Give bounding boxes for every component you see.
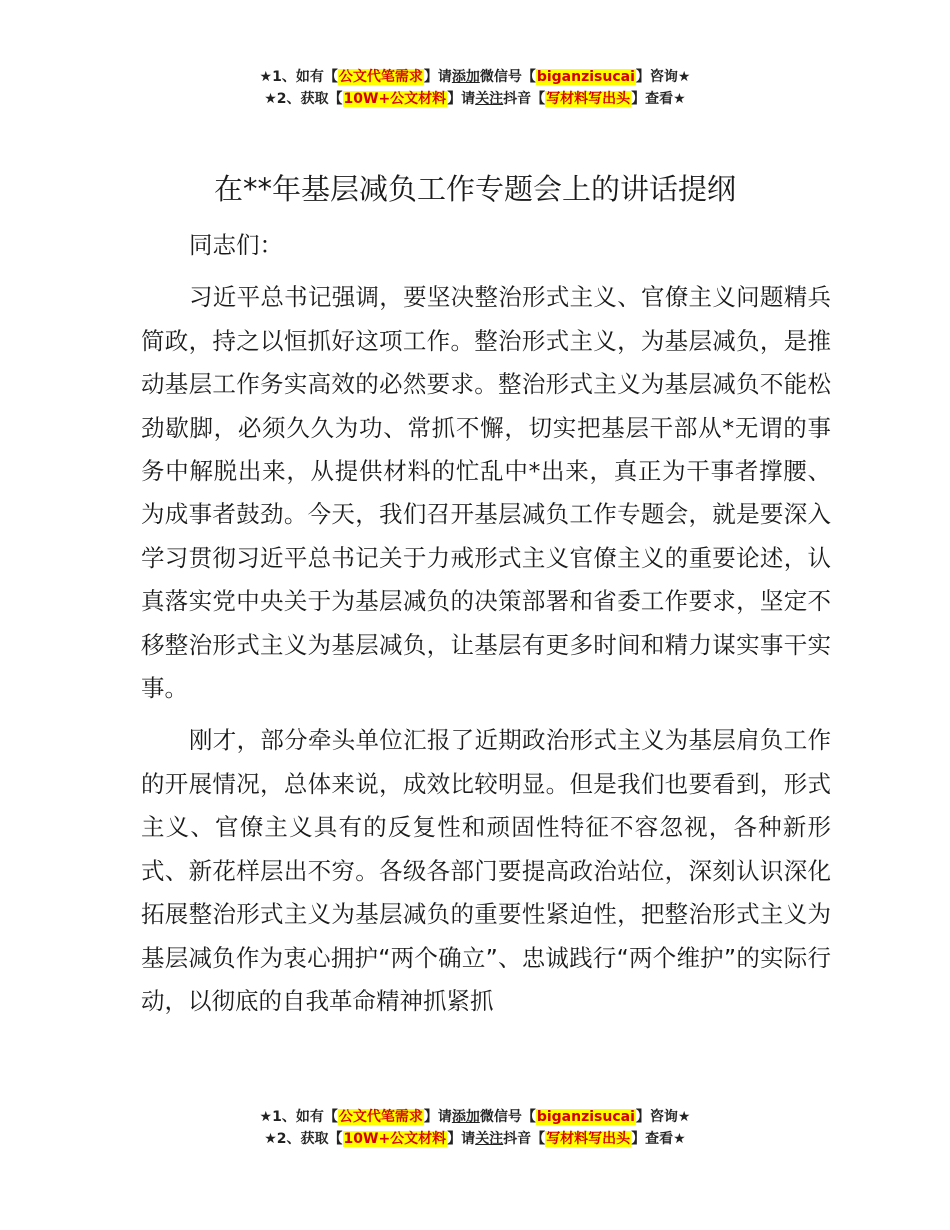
banner-underlined-text: 添加 (451, 1109, 480, 1125)
banner-text: 】请 (447, 1131, 476, 1147)
paragraph: 习近平总书记强调，要坚决整治形式主义、官僚主义问题精兵简政，持之以恒抓好这项工作。整治形式主义，为基层减负，是推动基层工作务实高效的必然要求。整治形式主义为基层减负不能松劲歇脚，必须久久为功、常抓不懈，切实把基层干部从*无谓的事务中解脱出来，从提供材料的忙乱中*出来，真正为干事者撑腰、为成事者鼓劲。今天，我们召开基层减负工作专题会，就是要深入学习贯彻习近平总书记关于力戒形式主义官僚主义的重要论述，认真落实党中央关于为基层减负的决策部署和省委工作要求，坚定不移整治形式主义为基层减负，让基层有更多时间和精力谋实事干实事。 (141, 283, 831, 703)
banner-text: 】查看★ (631, 91, 686, 107)
banner-text: 微信号【 (479, 1109, 536, 1125)
banner-text: 】请 (447, 91, 476, 107)
document-title: 在**年基层减负工作专题会上的讲话提纲 (213, 172, 736, 206)
header-banner (0, 66, 950, 110)
banner-underlined-text: 关注 (475, 91, 504, 107)
banner-line-1 (0, 1106, 950, 1128)
banner-line-2 (0, 1128, 950, 1150)
banner-highlight: 公文代笔需求 (338, 1109, 423, 1125)
banner-text: 抖音【 (503, 91, 546, 107)
banner-text: 】请 (423, 69, 452, 85)
salutation: 同志们： (189, 231, 283, 259)
banner-text: 】请 (423, 1109, 452, 1125)
document-body (141, 224, 831, 1032)
banner-underlined-text: 关注 (475, 1131, 504, 1147)
banner-text: ★2、获取【 (264, 1131, 343, 1147)
banner-highlight: biganzisucai (536, 1109, 635, 1125)
banner-text: 】查看★ (631, 1131, 686, 1147)
banner-highlight: 公文代笔需求 (338, 69, 423, 85)
banner-highlight: biganzisucai (536, 69, 635, 85)
footer-banner (0, 1106, 950, 1150)
banner-line-2 (0, 88, 950, 110)
banner-highlight: 10W+公文材料 (343, 1131, 447, 1147)
banner-text: ★2、获取【 (264, 91, 343, 107)
banner-highlight: 写材料写出头 (546, 1131, 631, 1147)
banner-text: 】咨询★ (635, 1109, 691, 1125)
banner-text: 抖音【 (503, 1131, 546, 1147)
banner-underlined-text: 添加 (451, 69, 480, 85)
banner-text: 微信号【 (479, 69, 536, 85)
banner-highlight: 10W+公文材料 (343, 91, 447, 107)
banner-text: ★1、如有【 (259, 69, 338, 85)
banner-line-1 (0, 66, 950, 88)
banner-highlight: 写材料写出头 (546, 91, 631, 107)
banner-text: 】咨询★ (635, 69, 691, 85)
banner-text: ★1、如有【 (259, 1109, 338, 1125)
paragraph: 刚才，部分牵头单位汇报了近期政治形式主义为基层肩负工作的开展情况，总体来说，成效比较明显。但是我们也要看到，形式主义、官僚主义具有的反复性和顽固性特征不容忽视，各种新形式、新花样层出不穷。各级各部门要提高政治站位，深刻认识深化拓展整治形式主义为基层减负的重要性紧迫性，把整治形式主义为基层减负作为衷心拥护“两个确立”、忠诚践行“两个维护”的实际行动，以彻底的自我革命精神抓紧抓 (141, 726, 831, 1015)
